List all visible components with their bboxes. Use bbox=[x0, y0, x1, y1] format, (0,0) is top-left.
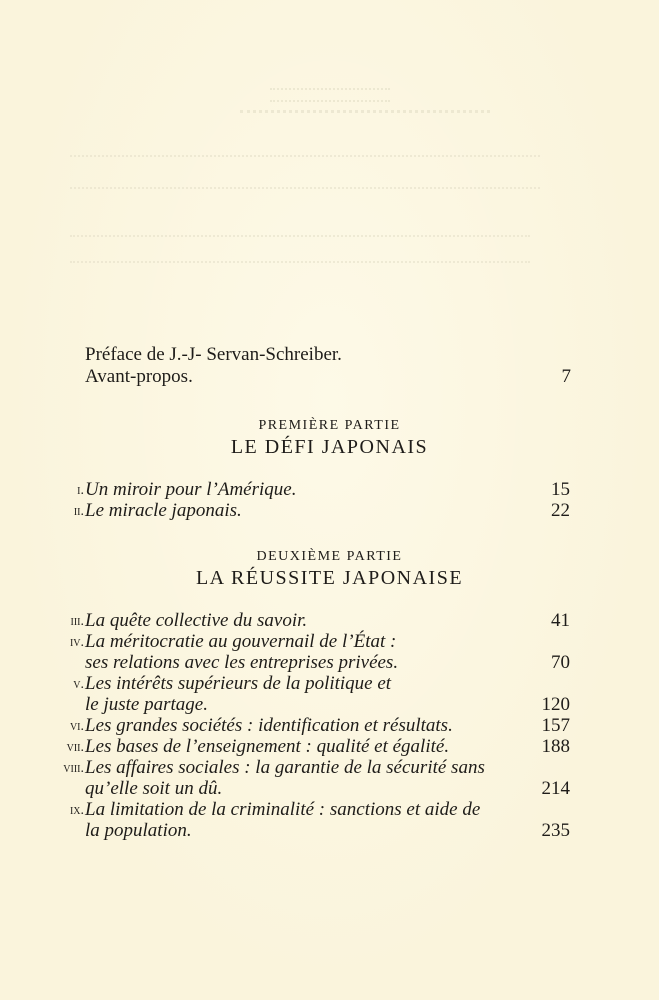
bleed-through bbox=[70, 235, 530, 263]
bleed-through bbox=[240, 110, 490, 125]
chapter-number: iii. bbox=[70, 614, 84, 629]
toc-page-number: 188 bbox=[541, 736, 570, 757]
toc-entry-avant-propos: Avant-propos. bbox=[85, 366, 193, 387]
part-title: LA RÉUSSITE JAPONAISE bbox=[195, 567, 464, 589]
chapter-number: vii. bbox=[66, 740, 84, 755]
chapter-title: Les grandes sociétés : identification et résultats. bbox=[85, 715, 453, 736]
chapter-title: La quête collective du savoir. bbox=[85, 610, 308, 631]
chapter-number: vi. bbox=[69, 719, 84, 734]
toc-page-number: 41 bbox=[551, 610, 570, 631]
chapter-title-continued: la population. bbox=[85, 820, 192, 841]
toc-page-number: 157 bbox=[541, 715, 570, 736]
chapter-title: La méritocratie au gouvernail de l’État : bbox=[85, 631, 397, 652]
chapter-number: iv. bbox=[69, 635, 84, 650]
chapter-title-continued: le juste partage. bbox=[85, 694, 208, 715]
chapter-number: ix. bbox=[69, 803, 84, 818]
bleed-through bbox=[70, 155, 540, 189]
part-title: LE DÉFI JAPONAIS bbox=[230, 436, 429, 458]
chapter-title-continued: qu’elle soit un dû. bbox=[85, 778, 223, 799]
toc-page-number: 214 bbox=[541, 778, 570, 799]
chapter-number: ii. bbox=[73, 504, 84, 519]
chapter-title-continued: ses relations avec les entreprises privées. bbox=[85, 652, 399, 673]
part-label: DEUXIÈME PARTIE bbox=[256, 549, 403, 564]
bleed-through bbox=[270, 88, 390, 102]
chapter-number: v. bbox=[73, 677, 84, 692]
chapter-title: Les intérêts supérieurs de la politique et bbox=[85, 673, 392, 694]
chapter-title: La limitation de la criminalité : sanctions et aide de bbox=[85, 799, 481, 820]
chapter-number: viii. bbox=[63, 761, 84, 776]
toc-page-number: 235 bbox=[541, 820, 570, 841]
chapter-title: Un miroir pour l’Amérique. bbox=[85, 479, 297, 500]
chapter-title: Le miracle japonais. bbox=[85, 500, 242, 521]
chapter-number: i. bbox=[77, 483, 84, 498]
chapter-title: Les bases de l’enseignement : qualité et égalité. bbox=[85, 736, 450, 757]
chapter-title: Les affaires sociales : la garantie de la sécurité sans bbox=[85, 757, 485, 778]
toc-page-number: 120 bbox=[541, 694, 570, 715]
part-label: PREMIÈRE PARTIE bbox=[258, 418, 401, 433]
toc-page-number: 70 bbox=[551, 652, 570, 673]
toc-page-number: 7 bbox=[561, 366, 571, 387]
toc-page-number: 22 bbox=[551, 500, 570, 521]
toc-entry-preface: Préface de J.-J- Servan-Schreiber. bbox=[85, 344, 342, 365]
toc-page-number: 15 bbox=[551, 479, 570, 500]
